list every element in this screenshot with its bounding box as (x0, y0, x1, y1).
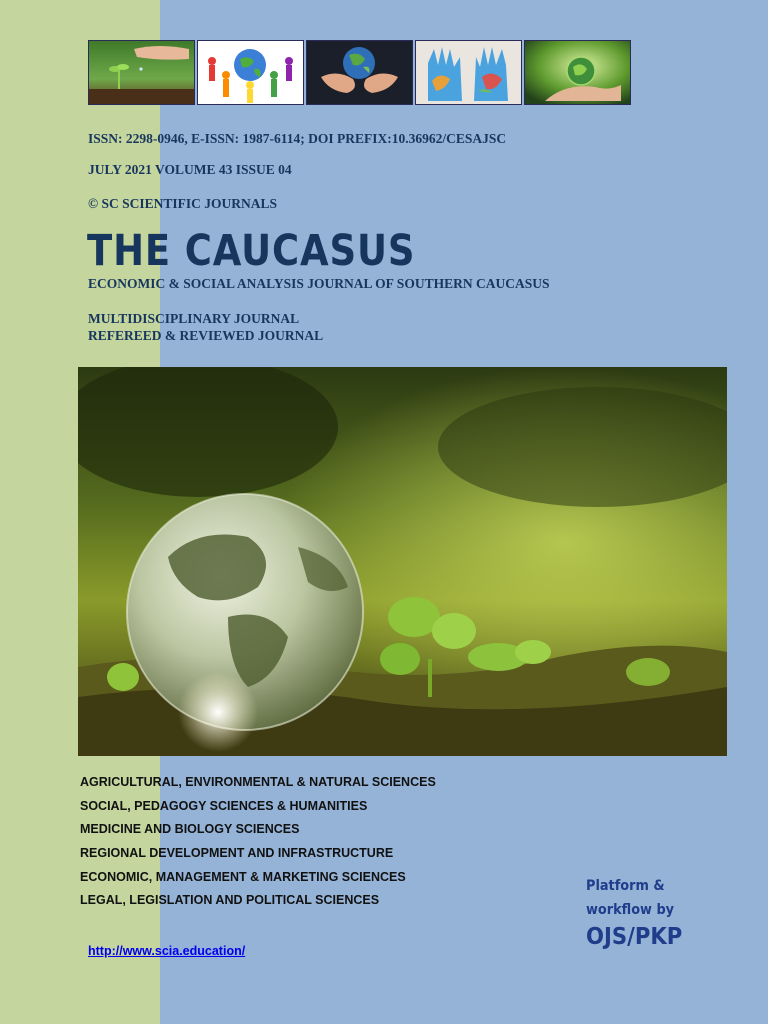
hands-holding-earth-icon (306, 40, 413, 105)
science-item: ECONOMIC, MANAGEMENT & MARKETING SCIENCES (80, 869, 406, 884)
journal-subtitle: ECONOMIC & SOCIAL ANALYSIS JOURNAL OF SOUTHERN CAUCASUS (88, 276, 550, 291)
science-item: MEDICINE AND BIOLOGY SCIENCES (80, 822, 300, 837)
thumbnail-strip (88, 40, 631, 105)
journal-type-refereed: REFEREED & REVIEWED JOURNAL (88, 328, 324, 343)
painted-hands-map-icon (415, 40, 522, 105)
science-item: REGIONAL DEVELOPMENT AND INFRASTRUCTURE (80, 846, 394, 861)
platform-name: OJS/PKP (586, 924, 683, 950)
platform-line-1: Platform & (586, 878, 665, 894)
journal-url-link[interactable]: http://www.scia.education/ (88, 944, 246, 958)
copyright-line: © SC SCIENTIFIC JOURNALS (88, 196, 277, 211)
glass-globe-moss-icon (78, 367, 727, 756)
science-item: LEGAL, LEGISLATION AND POLITICAL SCIENCES (80, 893, 380, 908)
science-item: SOCIAL, PEDAGOGY SCIENCES & HUMANITIES (80, 798, 368, 813)
platform-credit (586, 874, 691, 952)
issue-line: JULY 2021 VOLUME 43 ISSUE 04 (88, 162, 292, 177)
people-around-globe-icon (197, 40, 304, 105)
issn-line: ISSN: 2298-0946, E-ISSN: 1987-6114; DOI PREFIX:10.36962/CESAJSC (88, 131, 507, 146)
seedling-hand-icon (88, 40, 195, 105)
hand-green-globe-icon (524, 40, 631, 105)
science-item: AGRICULTURAL, ENVIRONMENTAL & NATURAL SCIENCES (80, 775, 436, 789)
journal-type-multidisciplinary: MULTIDISCIPLINARY JOURNAL (88, 311, 300, 326)
sciences-list (80, 773, 436, 915)
platform-line-2: workflow by (586, 902, 675, 918)
journal-title: THE CAUCASUS (87, 226, 416, 276)
